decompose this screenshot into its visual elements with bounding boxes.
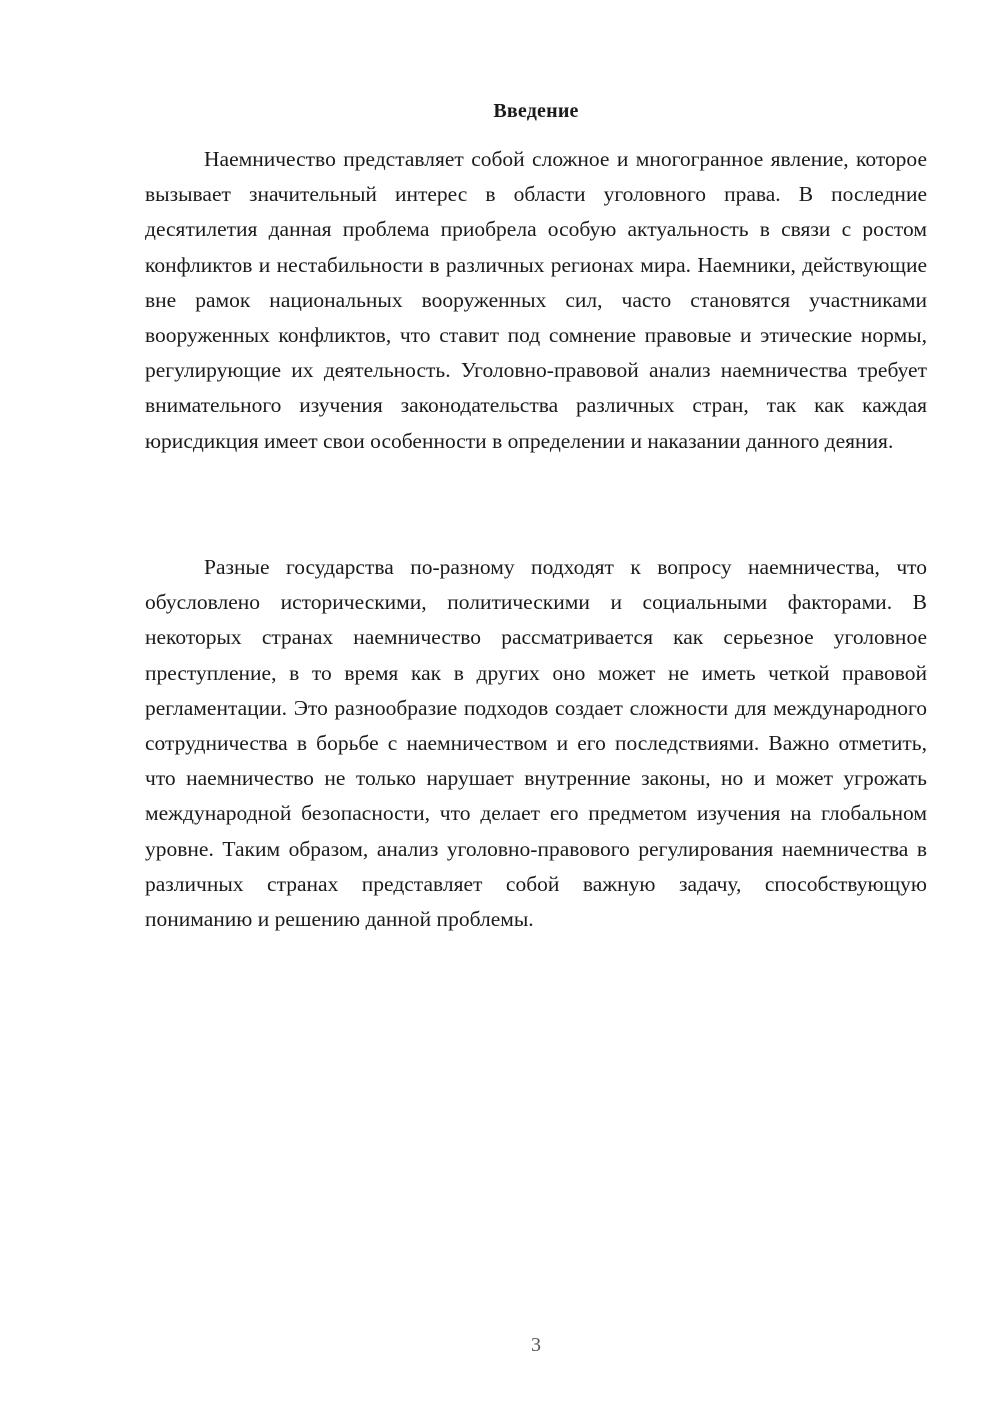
paragraph-2: Разные государства по-разному подходят к вопросу наемничества, что обусловлено историческими, политическими и социальными факторами. В некоторых странах наемничество рассматривается как серьезное уголовное преступление, в то время как в других оно может не иметь четкой правовой регламентации. Это разнообразие подходов создает сложности для международного сотрудничества в борьбе с наемничеством и его последствиями. Важно отметить, что наемничество не только нарушает внутренние законы, но и может угрожать международной безопасности, что делает его предметом изучения на глобальном уровне. Таким образом, анализ уголовно-правового регулирования наемничества в различных странах представляет собой важную задачу, способствующую пониманию и решению данной проблемы.	[145, 555, 927, 932]
page-number: 3	[531, 1334, 541, 1356]
paragraph-1: Наемничество представляет собой сложное и многогранное явление, которое вызывает значительный интерес в области уголовного права. В последние десятилетия данная проблема приобрела особую актуальность в связи с ростом конфликтов и нестабильности в различных регионах мира. Наемники, действующие вне рамок национальных вооруженных сил, часто становятся участниками вооруженных конфликтов, что ставит под сомнение правовые и этические нормы, регулирующие их деятельность. Уголовно-правовой анализ наемничества требует внимательного изучения законодательства различных стран, так как каждая юрисдикция имеет свои особенности в определении и наказании данного деяния.	[145, 147, 927, 453]
section-title: Введение	[493, 100, 579, 122]
